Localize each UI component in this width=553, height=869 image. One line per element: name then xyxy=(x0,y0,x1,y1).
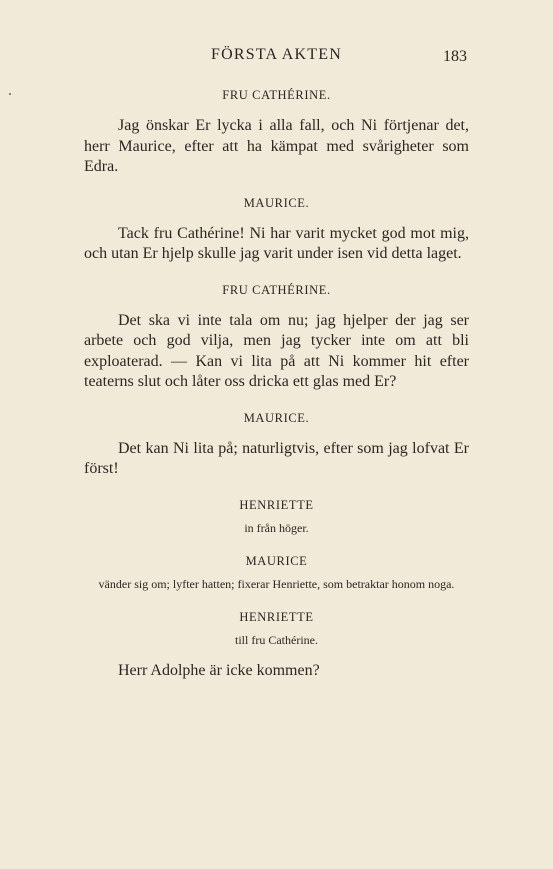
speech-text: Det ska vi inte tala om nu; jag hjelper der jag ser arbete och god vilja, men jag tycker inte om att bli exploaterad. — Kan vi lita på att Ni kommer hit efter teaterns slut och låter oss dricka ett glas med Er? xyxy=(84,311,469,390)
page-number: 183 xyxy=(443,48,467,65)
speaker-name: FRU CATHÉRINE. xyxy=(222,88,331,102)
stage-direction: vänder sig om; lyfter hatten; fixerar Henriette, som betraktar honom noga. xyxy=(98,576,455,591)
speech-text: Det kan Ni lita på; naturligtvis, efter som jag lofvat Er först! xyxy=(84,439,469,477)
stage-direction: in från höger. xyxy=(244,520,309,535)
speech-text: Tack fru Cathérine! Ni har varit mycket god mot mig, och utan Er hjelp skulle jag varit under isen vid detta laget. xyxy=(84,224,469,262)
speaker-name: MAURICE xyxy=(245,553,308,568)
speech-text: Jag önskar Er lycka i alla fall, och Ni förtjenar det, herr Maurice, efter att ha kämpat med svårigheter som Edra. xyxy=(84,117,469,175)
speaker-name: HENRIETTE xyxy=(239,609,314,624)
play-text xyxy=(84,88,469,681)
speaker-name: MAURICE. xyxy=(243,195,310,210)
speaker-name: MAURICE. xyxy=(243,410,310,425)
page-speck xyxy=(9,93,11,95)
speech-text: Herr Adolphe är icke kommen? xyxy=(118,661,320,679)
running-title: FÖRSTA AKTEN xyxy=(211,46,342,63)
running-head xyxy=(0,46,553,68)
stage-direction: till fru Cathérine. xyxy=(235,632,318,647)
speaker-name: FRU CATHÉRINE. xyxy=(222,282,331,297)
speaker-name: HENRIETTE xyxy=(239,497,314,512)
